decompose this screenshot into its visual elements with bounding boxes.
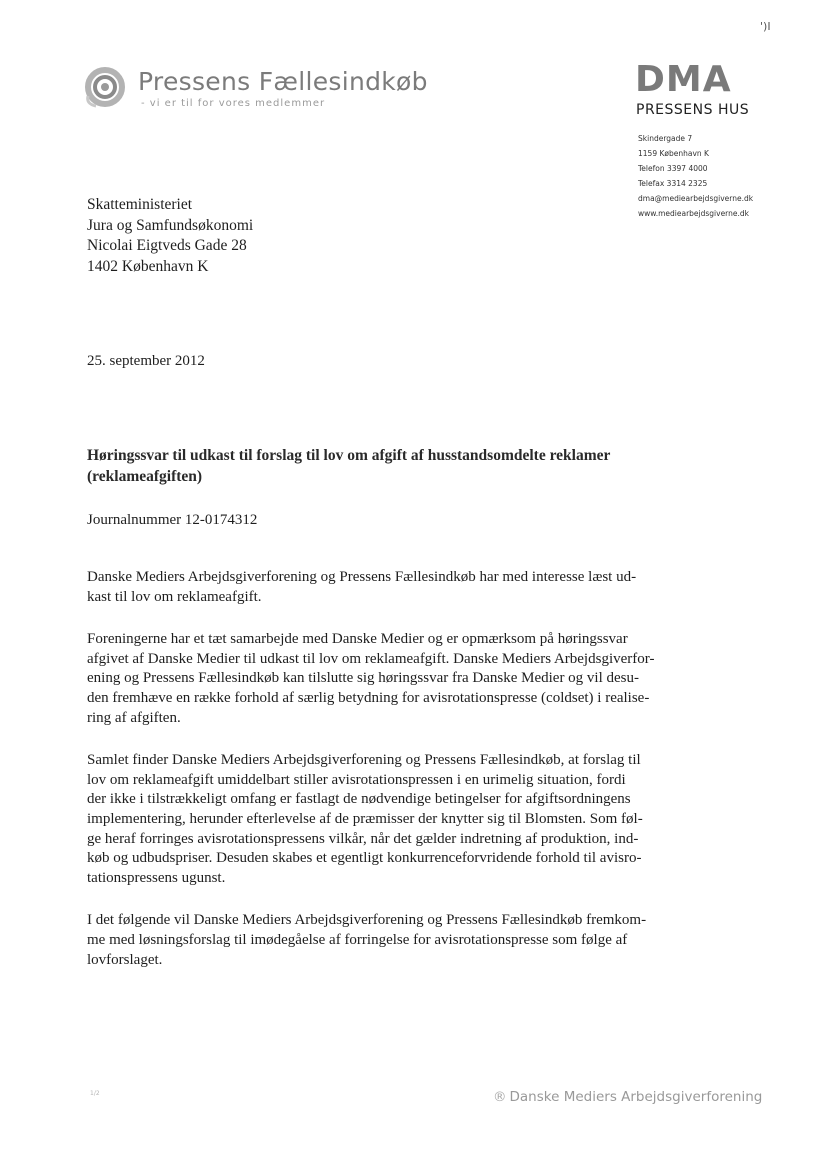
footer-text: Danske Mediers Arbejdsgiverforening (509, 1089, 763, 1105)
address-line: 1402 København K (87, 257, 209, 275)
paragraph (87, 568, 727, 607)
text-line: Danske Mediers Arbejdsgiverforening og Pressens Fællesindkøb har med interesse læst ud- (87, 569, 637, 585)
footer (493, 1089, 762, 1105)
contact-line: Telefon 3397 4000 (638, 164, 708, 173)
text-line: køb og udbudspriser. Desuden skabes et egentligt konkurrenceforvridende forhold til avisro- (87, 850, 642, 867)
subject-heading: Høringssvar til udkast til forslag til lov om afgift af husstandsomdelte reklamer (reklameafgiften) (87, 447, 611, 485)
contact-line: 1159 København K (638, 149, 709, 158)
contact-line: dma@mediearbejdsgiverne.dk (638, 194, 754, 203)
pressens-faellesindkob-logo (84, 66, 444, 116)
text-line: ening og Pressens Fællesindkøb kan tilslutte sig høringssvar fra Danske Medier og vil desu- (87, 670, 640, 687)
registered-mark-icon: ® (493, 1089, 507, 1105)
letter-date: 25. september 2012 (87, 353, 205, 369)
text-line: Foreningerne har et tæt samarbejde med Danske Medier og er opmærksom på høringssvar (87, 631, 628, 648)
address-line: Jura og Samfundsøkonomi (87, 216, 254, 234)
contact-line: Skindergade 7 (638, 134, 693, 143)
dma-logo (635, 59, 775, 122)
text-line: ge heraf forringes avisrotationspressens vilkår, når det gælder indretning af produktion, ind- (87, 830, 639, 847)
address-line: Skatteministeriet (87, 196, 193, 213)
text-line: der ikke i tilstrækkeligt omfang er fastlagt de nødvendige betingelser for afgiftsordningens (87, 791, 631, 808)
text-line: lov om reklameafgift umiddelbart stiller avisrotationspressen i en urimelig situation, fordi (87, 771, 626, 788)
letter-body (87, 568, 727, 993)
text-line: ring af afgiften. (87, 709, 181, 726)
text-line: implementering, herunder efterlevelse af de præmisser der knytter sig til Blomsten. Som føl- (87, 810, 643, 827)
address-line: Nicolai Eigtveds Gade 28 (87, 237, 247, 254)
text-line: lovforslaget. (87, 951, 163, 968)
paragraph (87, 630, 727, 728)
text-line: I det følgende vil Danske Mediers Arbejdsgiverforening og Pressens Fællesindkøb fremkom- (87, 912, 647, 929)
dma-wordmark: DMA (635, 59, 732, 100)
paragraph (87, 911, 727, 970)
swirl-logo-icon (84, 66, 126, 108)
dma-subtitle: PRESSENS HUS (636, 102, 750, 118)
contact-line: Telefax 3314 2325 (638, 179, 708, 188)
paragraph (87, 751, 727, 888)
page-mark: ')I (760, 20, 771, 33)
text-line: tationspressens ugunst. (87, 869, 226, 886)
text-line: den fremhæve en række forhold af særlig betydning for avisrotationspresse (coldset) i realise- (87, 689, 650, 706)
text-line: afgivet af Danske Medier til udkast til lov om reklameafgift. Danske Mediers Arbejdsgiverfor- (87, 650, 655, 667)
sender-contact (638, 131, 753, 221)
journal-number: Journalnummer 12-0174312 (87, 512, 258, 528)
text-line: kast til lov om reklameafgift. (87, 588, 262, 605)
contact-line: www.mediearbejdsgiverne.dk (638, 209, 749, 218)
logo-tagline: - vi er til for vores medlemmer (141, 98, 326, 109)
text-line: me med løsningsforslag til imødegåelse af forringelse for avisrotationspresse som følge af (87, 931, 628, 948)
recipient-address (87, 195, 253, 277)
logo-name: Pressens Fællesindkøb (138, 67, 428, 96)
page-number: 1/2 (90, 1090, 100, 1097)
text-line: Samlet finder Danske Mediers Arbejdsgiverforening og Pressens Fællesindkøb, at forslag til (87, 752, 641, 769)
